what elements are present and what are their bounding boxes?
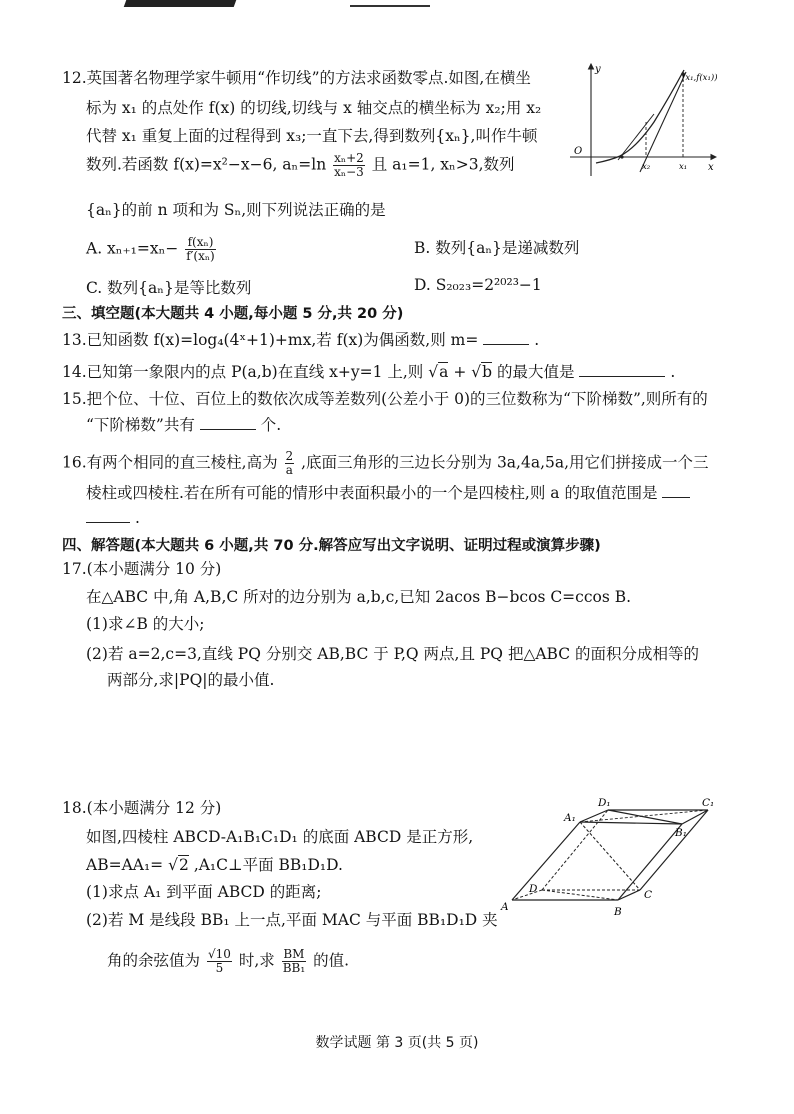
q18-title: 18.(本小题满分 12 分): [62, 799, 222, 817]
q18-part2-text-c: 的值.: [313, 951, 350, 970]
q12-root-point: [620, 155, 623, 158]
q12-option-a-numerator: f(xₙ): [185, 236, 216, 250]
q12-line1: 12.英国著名物理学家牛顿用“作切线”的方法求函数零点.如图,在横坐: [62, 69, 531, 87]
segment-D1B1: [608, 810, 682, 824]
q18-part2-line2: [107, 948, 349, 975]
q12-x2-label: x₂: [642, 162, 651, 172]
q18-part2-text-b: 时,求: [238, 951, 275, 970]
q12-newton-figure: [566, 60, 730, 180]
q12-option-c: C. 数列{aₙ}是等比数列: [86, 279, 252, 297]
q12-an-denominator: xₙ−3: [334, 165, 364, 179]
label-B: B: [614, 906, 622, 918]
edge-A1D1: [580, 810, 608, 822]
q18-line1: 如图,四棱柱 ABCD-A₁B₁C₁D₁ 的底面 ABCD 是正方形,: [86, 828, 474, 846]
q15-line2: [86, 415, 281, 435]
q14-sqrt-b: √b: [471, 363, 493, 381]
q18-part2-text-a: 角的余弦值为: [107, 951, 201, 970]
q15-text: “下阶梯数”共有: [86, 416, 195, 434]
label-D: D: [529, 883, 538, 895]
q12-option-a: [86, 236, 218, 263]
q18-ratio-numerator: BM: [283, 947, 305, 961]
q13-answer-blank: [483, 330, 529, 345]
label-C: C: [644, 889, 653, 901]
q12-line2: 标为 x₁ 的点处作 f(x) 的切线,切线与 x 轴交点的横坐标为 x₂;用 x₂: [86, 99, 542, 117]
q17-part2-line2: 两部分,求|PQ|的最小值.: [107, 671, 275, 689]
q13: [62, 330, 539, 350]
q12-option-a-text: A. xₙ₊₁=xₙ−: [86, 239, 179, 258]
q12-option-b: B. 数列{aₙ}是递减数列: [414, 239, 580, 257]
label-B1: B₁: [675, 827, 687, 839]
q14-text: 14.已知第一象限内的点 P(a,b)在直线 x+y=1 上,则: [62, 363, 424, 381]
q15-end: 个.: [260, 416, 282, 434]
q18-part2-line1: (2)若 M 是线段 BB₁ 上一点,平面 MAC 与平面 BB₁D₁D 夹: [86, 911, 498, 929]
q12-line3: 代替 x₁ 重复上面的过程得到 x₃;一直下去,得到数列{xₙ},叫作牛顿: [86, 127, 538, 145]
q16-end: .: [134, 509, 140, 527]
q18-ratio-fraction: [282, 948, 306, 975]
q12-line5: {aₙ}的前 n 项和为 Sₙ,则下列说法正确的是: [86, 201, 386, 219]
q14-sqrt-a: √a: [428, 363, 449, 381]
q14-plus: +: [453, 363, 467, 381]
q15-line1: 15.把个位、十位、百位上的数依次成等差数列(公差小于 0)的三位数称为“下阶梯数”,则所有的: [62, 390, 708, 408]
q12-option-d: D. S₂₀₂₃=2²⁰²³−1: [414, 276, 542, 294]
q14-answer-blank: [579, 362, 665, 377]
segment-DB: [542, 890, 618, 900]
q14-sqrt-a-radicand: a: [439, 363, 449, 381]
q16-text-c: 棱柱或四棱柱.若在所有可能的情形中表面积最小的一个是四棱柱,则 a 的取值范围是: [86, 484, 658, 502]
header-scan-mark-2: [350, 0, 430, 7]
q12-line4: [86, 152, 515, 179]
segment-A1C: [580, 822, 640, 890]
q16-answer-blank-a: [662, 483, 690, 498]
q18-line2-text-post: ,A₁C⊥平面 BB₁D₁D.: [193, 856, 343, 874]
q14: [62, 362, 675, 382]
header-scan-mark: [124, 0, 237, 7]
q18-line2-text: AB=AA₁=: [86, 856, 164, 874]
q17-part1: (1)求∠B 的大小;: [86, 615, 205, 633]
section-3-heading: 三、填空题(本大题共 4 小题,每小题 5 分,共 20 分): [62, 306, 404, 322]
q14-text-post: 的最大值是: [497, 363, 575, 381]
q16-frac-denominator: a: [285, 463, 293, 477]
edge-AA1: [512, 822, 580, 900]
page-footer: 数学试题 第 3 页(共 5 页): [315, 1035, 479, 1051]
edge-BC: [618, 890, 640, 900]
q17-part2-line1: (2)若 a=2,c=3,直线 PQ 分别交 AB,BC 于 P,Q 两点,且 PQ 把△ABC 的面积分成相等的: [86, 645, 700, 663]
q18-prism-figure: [498, 794, 724, 918]
q12-an-fraction: [333, 152, 365, 179]
q18-sqrt2: √2: [168, 856, 189, 874]
q14-end: .: [670, 363, 676, 381]
q17-title: 17.(本小题满分 10 分): [62, 560, 222, 578]
q16-height-fraction: [285, 450, 295, 477]
label-A: A: [501, 901, 509, 913]
q15-answer-blank: [200, 415, 256, 430]
q17-line1: 在△ABC 中,角 A,B,C 所对的边分别为 a,b,c,已知 2acos B−bcos C=ccos B.: [86, 588, 632, 606]
q16-line1: [62, 450, 709, 477]
q16-line2: [86, 483, 690, 503]
edge-B1A1: [580, 822, 682, 824]
q12-x-label: x: [708, 162, 714, 173]
q18-line2: [86, 855, 343, 875]
q18-part1: (1)求点 A₁ 到平面 ABCD 的距离;: [86, 883, 322, 901]
q16-frac-numerator: 2: [285, 449, 294, 463]
q13-end: .: [534, 331, 540, 349]
q14-sqrt-b-radicand: b: [482, 363, 493, 381]
q16-line3: [86, 508, 140, 528]
q16-text-b: ,底面三角形的三边长分别为 3a,4a,5a,用它们拼接成一个三: [301, 453, 709, 472]
q12-line4-text-a: 数列.若函数 f(x)=x²−x−6, aₙ=ln: [86, 155, 327, 174]
q18-ratio-denominator: BB₁: [282, 961, 306, 975]
q12-curve: [596, 70, 684, 163]
q16-answer-blank-b: [86, 508, 130, 523]
q12-option-a-denominator: f′(xₙ): [186, 249, 215, 263]
q12-point-label: (x₁,f(x₁)): [682, 73, 718, 83]
q18-cos-numerator: √10: [207, 947, 231, 961]
q12-line4-text-b: 且 a₁=1, xₙ>3,数列: [371, 155, 515, 174]
q12-x1-label: x₁: [679, 162, 688, 172]
section-4-heading: 四、解答题(本大题共 6 小题,共 70 分.解答应写出文字说明、证明过程或演算步骤): [62, 538, 601, 554]
q12-origin-label: O: [574, 146, 583, 157]
label-D1: D₁: [598, 797, 611, 809]
label-C1: C₁: [702, 797, 715, 809]
q12-option-a-fraction: [185, 236, 216, 263]
q16-text-a: 16.有两个相同的直三棱柱,高为: [62, 453, 278, 472]
q12-y-label: y: [595, 64, 601, 75]
q18-cos-denominator: 5: [215, 961, 224, 975]
q13-text: 13.已知函数 f(x)=log₄(4ˣ+1)+mx,若 f(x)为偶函数,则 m=: [62, 331, 479, 349]
q18-cos-fraction: [207, 948, 232, 975]
q18-sqrt2-radicand: 2: [179, 856, 189, 874]
label-A1: A₁: [564, 812, 576, 824]
q12-an-numerator: xₙ+2: [334, 151, 364, 165]
